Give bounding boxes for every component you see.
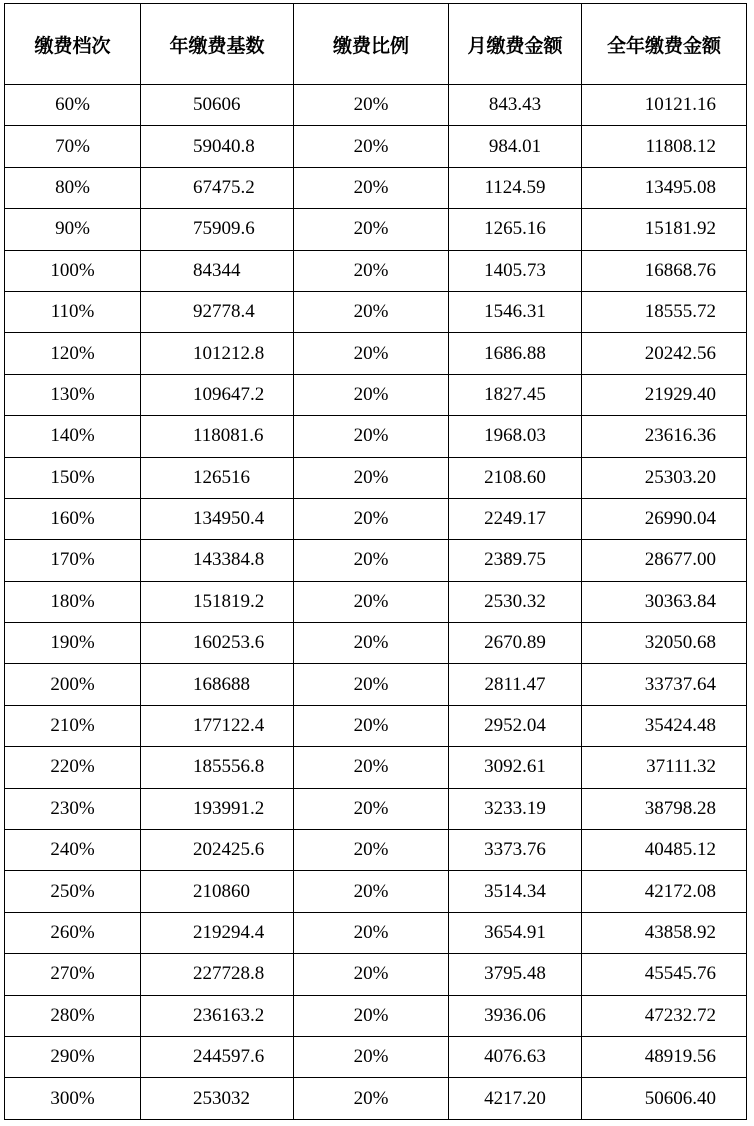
cell-annual-base: 177122.4 <box>141 705 294 746</box>
table-row <box>5 954 747 995</box>
cell-contribution-ratio: 20% <box>294 954 449 995</box>
cell-monthly-amount: 3936.06 <box>449 995 582 1036</box>
table-row <box>5 209 747 250</box>
cell-annual-amount: 42172.08 <box>582 871 747 912</box>
cell-annual-amount: 47232.72 <box>582 995 747 1036</box>
cell-contribution-ratio: 20% <box>294 664 449 705</box>
cell-annual-amount: 16868.76 <box>582 250 747 291</box>
cell-monthly-amount: 4076.63 <box>449 1036 582 1077</box>
cell-annual-base: 134950.4 <box>141 498 294 539</box>
cell-annual-amount: 37111.32 <box>582 747 747 788</box>
table-row <box>5 540 747 581</box>
cell-contribution-ratio: 20% <box>294 250 449 291</box>
cell-contribution-ratio: 20% <box>294 705 449 746</box>
cell-contribution-ratio: 20% <box>294 291 449 332</box>
table-row <box>5 788 747 829</box>
cell-contribution-ratio: 20% <box>294 85 449 126</box>
table-row <box>5 747 747 788</box>
cell-contribution-ratio: 20% <box>294 167 449 208</box>
cell-contribution-ratio: 20% <box>294 416 449 457</box>
table-row <box>5 457 747 498</box>
cell-annual-amount: 28677.00 <box>582 540 747 581</box>
cell-annual-base: 151819.2 <box>141 581 294 622</box>
header-annual-base: 年缴费基数 <box>141 4 294 85</box>
cell-annual-amount: 40485.12 <box>582 830 747 871</box>
cell-annual-amount: 26990.04 <box>582 498 747 539</box>
cell-annual-base: 118081.6 <box>141 416 294 457</box>
cell-annual-base: 67475.2 <box>141 167 294 208</box>
cell-annual-base: 92778.4 <box>141 291 294 332</box>
table-row <box>5 1078 747 1119</box>
cell-annual-base: 253032 <box>141 1078 294 1119</box>
cell-contribution-tier: 110% <box>5 291 141 332</box>
cell-contribution-ratio: 20% <box>294 995 449 1036</box>
cell-monthly-amount: 2952.04 <box>449 705 582 746</box>
cell-monthly-amount: 1686.88 <box>449 333 582 374</box>
cell-annual-base: 236163.2 <box>141 995 294 1036</box>
cell-annual-amount: 18555.72 <box>582 291 747 332</box>
cell-annual-amount: 33737.64 <box>582 664 747 705</box>
table-row <box>5 912 747 953</box>
cell-annual-amount: 32050.68 <box>582 623 747 664</box>
cell-annual-base: 59040.8 <box>141 126 294 167</box>
cell-contribution-ratio: 20% <box>294 871 449 912</box>
cell-contribution-tier: 60% <box>5 85 141 126</box>
table-row <box>5 871 747 912</box>
cell-monthly-amount: 3514.34 <box>449 871 582 912</box>
cell-annual-base: 219294.4 <box>141 912 294 953</box>
cell-contribution-tier: 220% <box>5 747 141 788</box>
cell-contribution-tier: 190% <box>5 623 141 664</box>
cell-contribution-tier: 300% <box>5 1078 141 1119</box>
table-row <box>5 416 747 457</box>
table-row <box>5 167 747 208</box>
cell-annual-amount: 43858.92 <box>582 912 747 953</box>
cell-contribution-tier: 150% <box>5 457 141 498</box>
cell-contribution-tier: 280% <box>5 995 141 1036</box>
cell-contribution-ratio: 20% <box>294 912 449 953</box>
cell-annual-base: 109647.2 <box>141 374 294 415</box>
cell-contribution-ratio: 20% <box>294 581 449 622</box>
table-row <box>5 333 747 374</box>
cell-monthly-amount: 3373.76 <box>449 830 582 871</box>
cell-annual-amount: 15181.92 <box>582 209 747 250</box>
cell-contribution-ratio: 20% <box>294 126 449 167</box>
cell-annual-base: 84344 <box>141 250 294 291</box>
cell-annual-base: 202425.6 <box>141 830 294 871</box>
cell-contribution-tier: 130% <box>5 374 141 415</box>
cell-contribution-tier: 230% <box>5 788 141 829</box>
table-row <box>5 705 747 746</box>
header-contribution-tier: 缴费档次 <box>5 4 141 85</box>
cell-contribution-tier: 160% <box>5 498 141 539</box>
cell-annual-base: 227728.8 <box>141 954 294 995</box>
cell-annual-base: 160253.6 <box>141 623 294 664</box>
cell-annual-amount: 35424.48 <box>582 705 747 746</box>
cell-monthly-amount: 843.43 <box>449 85 582 126</box>
contribution-table <box>4 3 747 1120</box>
cell-annual-base: 185556.8 <box>141 747 294 788</box>
cell-annual-base: 168688 <box>141 664 294 705</box>
cell-annual-base: 210860 <box>141 871 294 912</box>
cell-contribution-tier: 200% <box>5 664 141 705</box>
cell-monthly-amount: 984.01 <box>449 126 582 167</box>
cell-contribution-ratio: 20% <box>294 1036 449 1077</box>
contribution-table-container <box>4 3 746 1120</box>
cell-annual-base: 244597.6 <box>141 1036 294 1077</box>
cell-contribution-tier: 240% <box>5 830 141 871</box>
cell-contribution-ratio: 20% <box>294 498 449 539</box>
table-row <box>5 623 747 664</box>
cell-contribution-tier: 100% <box>5 250 141 291</box>
cell-contribution-tier: 140% <box>5 416 141 457</box>
table-row <box>5 498 747 539</box>
table-row <box>5 1036 747 1077</box>
cell-contribution-tier: 170% <box>5 540 141 581</box>
table-body <box>5 85 747 1120</box>
cell-contribution-tier: 80% <box>5 167 141 208</box>
cell-contribution-ratio: 20% <box>294 747 449 788</box>
table-row <box>5 830 747 871</box>
cell-monthly-amount: 3092.61 <box>449 747 582 788</box>
cell-monthly-amount: 1546.31 <box>449 291 582 332</box>
table-row <box>5 85 747 126</box>
cell-contribution-tier: 70% <box>5 126 141 167</box>
cell-contribution-tier: 290% <box>5 1036 141 1077</box>
cell-monthly-amount: 3654.91 <box>449 912 582 953</box>
cell-contribution-tier: 180% <box>5 581 141 622</box>
table-row <box>5 581 747 622</box>
cell-contribution-ratio: 20% <box>294 374 449 415</box>
cell-monthly-amount: 4217.20 <box>449 1078 582 1119</box>
cell-monthly-amount: 1265.16 <box>449 209 582 250</box>
cell-monthly-amount: 2108.60 <box>449 457 582 498</box>
header-row <box>5 4 747 85</box>
cell-annual-amount: 30363.84 <box>582 581 747 622</box>
cell-monthly-amount: 3795.48 <box>449 954 582 995</box>
cell-annual-amount: 50606.40 <box>582 1078 747 1119</box>
cell-contribution-ratio: 20% <box>294 1078 449 1119</box>
cell-annual-base: 143384.8 <box>141 540 294 581</box>
cell-contribution-ratio: 20% <box>294 623 449 664</box>
header-monthly-amount: 月缴费金额 <box>449 4 582 85</box>
cell-annual-amount: 21929.40 <box>582 374 747 415</box>
cell-contribution-tier: 210% <box>5 705 141 746</box>
cell-annual-base: 101212.8 <box>141 333 294 374</box>
cell-contribution-ratio: 20% <box>294 540 449 581</box>
cell-contribution-tier: 260% <box>5 912 141 953</box>
table-row <box>5 291 747 332</box>
cell-annual-base: 50606 <box>141 85 294 126</box>
cell-contribution-ratio: 20% <box>294 457 449 498</box>
cell-annual-amount: 45545.76 <box>582 954 747 995</box>
cell-annual-amount: 11808.12 <box>582 126 747 167</box>
table-row <box>5 374 747 415</box>
cell-monthly-amount: 2670.89 <box>449 623 582 664</box>
cell-annual-amount: 20242.56 <box>582 333 747 374</box>
header-annual-amount: 全年缴费金额 <box>582 4 747 85</box>
table-row <box>5 126 747 167</box>
cell-monthly-amount: 1405.73 <box>449 250 582 291</box>
cell-contribution-ratio: 20% <box>294 333 449 374</box>
cell-monthly-amount: 1827.45 <box>449 374 582 415</box>
cell-annual-amount: 48919.56 <box>582 1036 747 1077</box>
cell-monthly-amount: 2389.75 <box>449 540 582 581</box>
cell-monthly-amount: 1124.59 <box>449 167 582 208</box>
cell-contribution-tier: 120% <box>5 333 141 374</box>
cell-contribution-ratio: 20% <box>294 788 449 829</box>
cell-monthly-amount: 3233.19 <box>449 788 582 829</box>
table-header <box>5 4 747 85</box>
cell-annual-amount: 25303.20 <box>582 457 747 498</box>
cell-monthly-amount: 1968.03 <box>449 416 582 457</box>
cell-contribution-ratio: 20% <box>294 830 449 871</box>
cell-annual-base: 193991.2 <box>141 788 294 829</box>
cell-contribution-ratio: 20% <box>294 209 449 250</box>
table-row <box>5 250 747 291</box>
cell-monthly-amount: 2249.17 <box>449 498 582 539</box>
cell-annual-amount: 10121.16 <box>582 85 747 126</box>
cell-contribution-tier: 270% <box>5 954 141 995</box>
cell-annual-amount: 23616.36 <box>582 416 747 457</box>
table-row <box>5 664 747 705</box>
cell-annual-amount: 13495.08 <box>582 167 747 208</box>
header-contribution-ratio: 缴费比例 <box>294 4 449 85</box>
cell-annual-base: 75909.6 <box>141 209 294 250</box>
cell-annual-amount: 38798.28 <box>582 788 747 829</box>
cell-monthly-amount: 2811.47 <box>449 664 582 705</box>
cell-monthly-amount: 2530.32 <box>449 581 582 622</box>
cell-contribution-tier: 90% <box>5 209 141 250</box>
cell-contribution-tier: 250% <box>5 871 141 912</box>
cell-annual-base: 126516 <box>141 457 294 498</box>
table-row <box>5 995 747 1036</box>
